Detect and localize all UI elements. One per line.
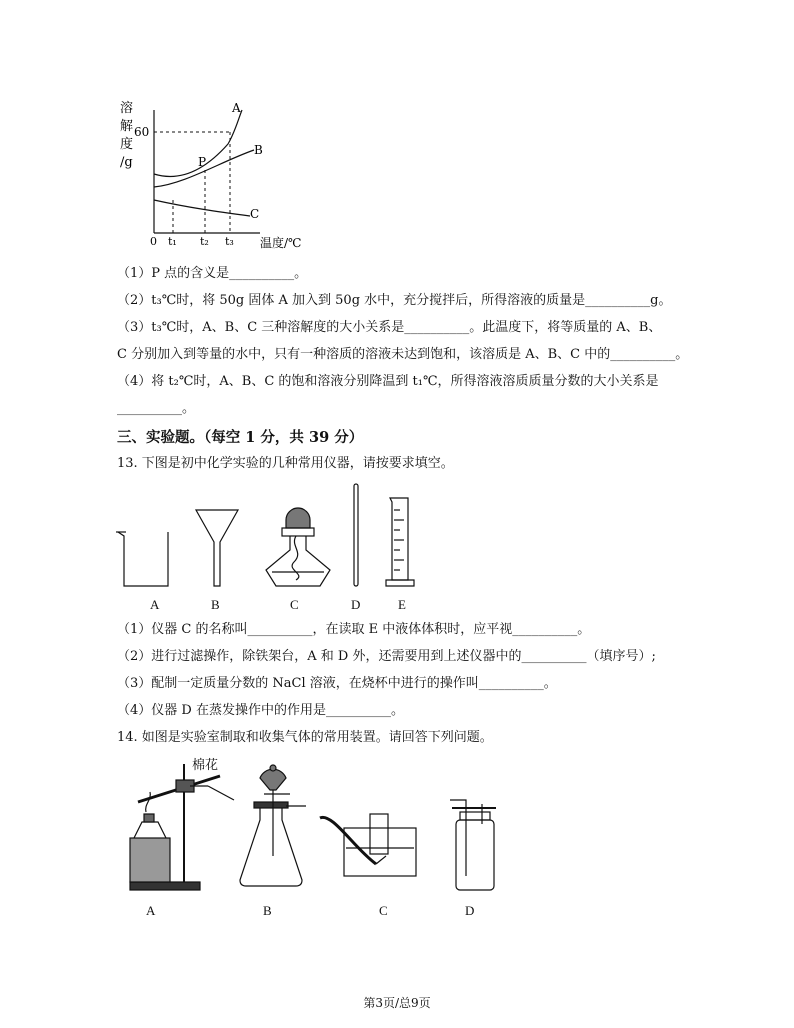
label-b: B (254, 143, 263, 157)
beaker (118, 532, 168, 586)
y-label-2: 解 (120, 119, 134, 134)
q13-intro: 13. 下图是初中化学实验的几种常用仪器，请按要求填空。 (117, 456, 454, 471)
water-trough (320, 814, 416, 876)
gas-bottle (450, 800, 496, 890)
y-tick-60: 60 (134, 125, 150, 139)
cotton-label: 棉花 (192, 758, 219, 773)
heating-apparatus (130, 764, 234, 890)
alcohol-lamp (266, 508, 330, 586)
label-p: P (198, 155, 207, 169)
flask-with-funnel (240, 765, 306, 886)
q13-apparatus (110, 480, 440, 592)
q14-label-c: C (379, 903, 388, 918)
q14-intro: 14. 如图是实验室制取和收集气体的常用装置。请回答下列问题。 (117, 730, 493, 745)
q12-sub4a: （4）将 t₂℃时，A、B、C 的饱和溶液分别降温到 t₁℃，所得溶液溶质质量分数的大小关系是 (117, 374, 659, 389)
q12-sub3a: （3）t₃℃时，A、B、C 三种溶解度的大小关系是__________。此温度下，将等质量的 A、B、 (117, 320, 662, 335)
page-footer: 第3页/总9页 (363, 996, 431, 1010)
q14-apparatus (120, 756, 510, 896)
x-tick-0: 0 (150, 235, 157, 248)
q14-label-a: A (146, 903, 156, 918)
x-tick-t1: t₁ (168, 235, 177, 248)
y-label-1: 溶 (120, 101, 134, 116)
solubility-graph (110, 92, 320, 252)
graduated-cylinder (386, 498, 414, 586)
q14-label-b: B (263, 903, 272, 918)
section-3-heading: 三、实验题。（每空 1 分，共 39 分） (117, 429, 364, 446)
q13-sub2: （2）进行过滤操作，除铁架台，A 和 D 外，还需要用到上述仪器中的__________（填序号）; (117, 649, 656, 664)
q13-label-e: E (398, 597, 406, 612)
q13-label-a: A (150, 597, 160, 612)
x-tick-t3: t₃ (225, 235, 234, 248)
q12-sub3b: C 分别加入到等量的水中，只有一种溶质的溶液未达到饱和，该溶质是 A、B、C 中的__________。 (117, 347, 689, 362)
x-label: 温度/℃ (260, 236, 302, 250)
glass-rod (354, 484, 358, 586)
y-label-4: /g (120, 155, 133, 170)
label-c: C (250, 207, 260, 221)
label-a: A (232, 101, 241, 115)
q13-label-b: B (211, 597, 220, 612)
q13-label-c: C (290, 597, 299, 612)
q13-label-d: D (351, 597, 361, 612)
q12-sub1: （1）P 点的含义是__________。 (117, 266, 308, 281)
q13-sub3: （3）配制一定质量分数的 NaCl 溶液，在烧杯中进行的操作叫__________。 (117, 676, 557, 691)
q12-sub2: （2）t₃℃时，将 50g 固体 A 加入到 50g 水中，充分搅拌后，所得溶液的质量是__________g。 (117, 293, 672, 308)
q13-sub1: （1）仪器 C 的名称叫__________，在读取 E 中液体体积时，应平视__________。 (117, 622, 591, 637)
y-label-3: 度 (120, 137, 134, 152)
q14-label-d: D (465, 903, 475, 918)
curve-c (154, 200, 250, 216)
q12-sub4b: __________。 (117, 401, 196, 416)
q13-sub4: （4）仪器 D 在蒸发操作中的作用是__________。 (117, 703, 404, 718)
x-tick-t2: t₂ (200, 235, 209, 248)
funnel (196, 510, 238, 586)
